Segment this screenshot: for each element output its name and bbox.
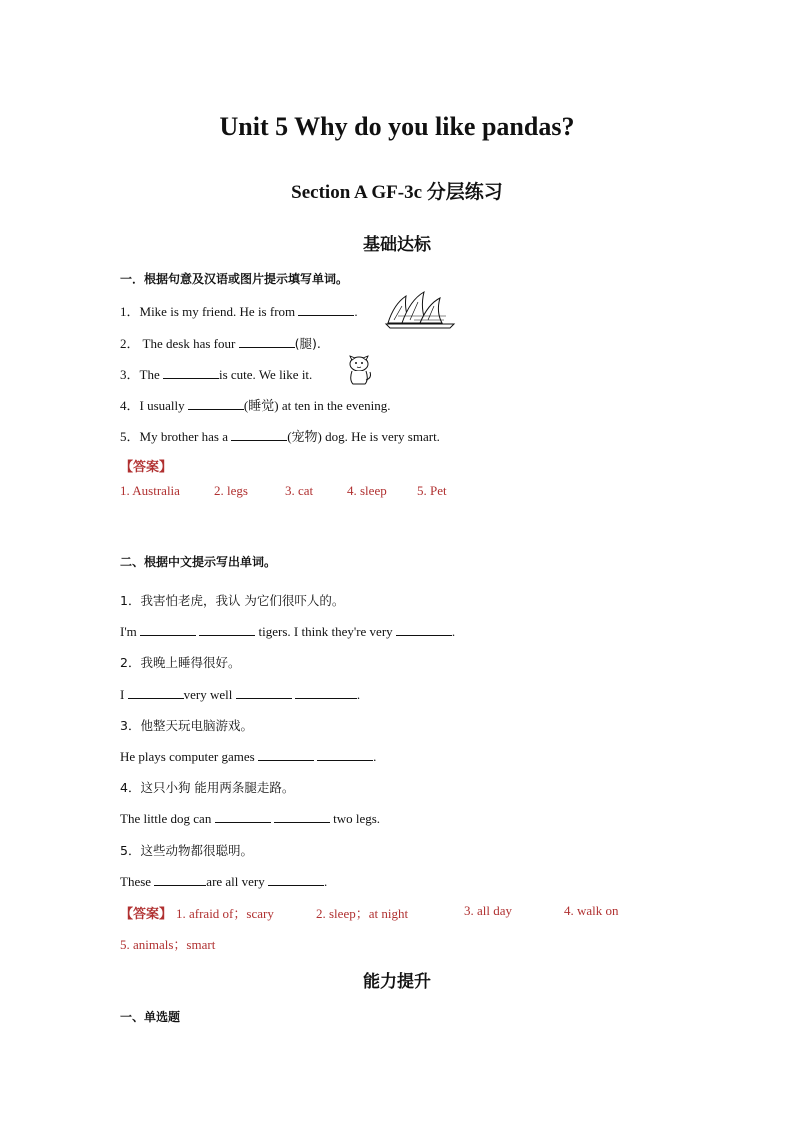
answer-label: 【答案】 xyxy=(120,460,173,475)
section-heading-basic: 基础达标 xyxy=(363,235,431,255)
answer-item: 3. all day xyxy=(464,903,513,918)
question-text: Mike is my friend. He is from xyxy=(139,304,299,319)
answer-blank[interactable] xyxy=(258,747,314,761)
sentence-text: . xyxy=(451,624,456,639)
english-sentence xyxy=(120,622,455,640)
sydney-opera-house-icon xyxy=(384,290,456,330)
english-sentence xyxy=(120,872,327,890)
page-title: Unit 5 Why do you like pandas? xyxy=(219,112,575,141)
answer-label: 【答案】 xyxy=(120,907,173,922)
question-number: 3． xyxy=(120,367,140,382)
sentence-text: The little dog can xyxy=(120,811,215,826)
answer-blank[interactable] xyxy=(154,872,206,886)
answer-item: 1. Australia xyxy=(120,483,180,498)
part1-heading: 一．根据句意及汉语或图片提示填写单词。 xyxy=(120,272,349,286)
chinese-prompt: 4．这只小狗 能用两条腿走路。 xyxy=(120,780,295,795)
question-number: 4． xyxy=(120,398,140,413)
question-text: The xyxy=(139,367,163,382)
chinese-prompt: 2．我晚上睡得很好。 xyxy=(120,655,241,670)
sentence-text: tigers. I think they're very xyxy=(255,624,396,639)
answer-blank[interactable] xyxy=(199,622,255,636)
sentence-text: These xyxy=(120,874,155,889)
question-text: (腿). xyxy=(294,336,321,351)
answer-item: 2. sleep；at night xyxy=(316,906,409,921)
question-text: . xyxy=(354,304,358,319)
part3-heading: 一、单选题 xyxy=(120,1010,181,1024)
page-subtitle: Section A GF-3c 分层练习 xyxy=(291,182,503,203)
answer-blank[interactable] xyxy=(268,872,324,886)
answer-item: 5. Pet xyxy=(417,483,447,498)
answer-blank[interactable] xyxy=(163,365,219,379)
answer-item: 3. cat xyxy=(285,483,314,498)
answer-blank[interactable] xyxy=(236,685,292,699)
question-text: is cute. We like it. xyxy=(218,367,313,382)
english-sentence xyxy=(120,809,380,827)
answer-blank[interactable] xyxy=(298,302,354,316)
answer-blank[interactable] xyxy=(317,747,373,761)
answer-blank[interactable] xyxy=(231,427,287,441)
question-text: (睡觉) at ten in the evening. xyxy=(243,398,391,413)
question-4 xyxy=(120,395,390,414)
question-number: 5． xyxy=(120,429,140,444)
question-number: 1． xyxy=(120,304,140,319)
answer-item: 4. walk on xyxy=(564,903,619,918)
chinese-prompt: 3．他整天玩电脑游戏。 xyxy=(120,718,253,733)
chinese-prompt: 5．这些动物都很聪明。 xyxy=(120,843,253,858)
question-1 xyxy=(120,301,358,320)
answer-blank[interactable] xyxy=(239,334,295,348)
question-text: I usually xyxy=(139,398,188,413)
chinese-prompt: 1．我害怕老虎，我认 为它们很吓人的。 xyxy=(120,593,345,608)
section-heading-advanced: 能力提升 xyxy=(363,972,431,992)
answer-blank[interactable] xyxy=(396,622,452,636)
part2-heading: 二、根据中文提示写出单词。 xyxy=(120,555,277,569)
answer-item: 4. sleep xyxy=(347,483,387,498)
answer-item: 5. animals；smart xyxy=(120,937,216,952)
sentence-text: very well xyxy=(183,687,236,702)
question-3 xyxy=(120,364,312,383)
english-sentence xyxy=(120,747,376,765)
english-sentence xyxy=(120,685,360,703)
question-text: My brother has a xyxy=(139,429,232,444)
answer-blank[interactable] xyxy=(295,685,357,699)
question-2 xyxy=(120,333,321,352)
sentence-text: are all very xyxy=(206,874,269,889)
sentence-text: I'm xyxy=(120,624,141,639)
sentence-text: two legs. xyxy=(329,811,381,826)
sentence-text: He plays computer games xyxy=(120,749,258,764)
question-text: The desk has four xyxy=(139,336,239,351)
question-text: (宠物) dog. He is very smart. xyxy=(287,429,440,444)
answer-blank[interactable] xyxy=(274,809,330,823)
sentence-text: . xyxy=(356,687,361,702)
sentence-text: . xyxy=(324,874,328,889)
answer-blank[interactable] xyxy=(188,396,244,410)
question-5 xyxy=(120,426,440,445)
cat-icon xyxy=(344,350,374,386)
answer-blank[interactable] xyxy=(215,809,271,823)
answer-blank[interactable] xyxy=(140,622,196,636)
answer-item: 2. legs xyxy=(214,483,248,498)
answer-blank[interactable] xyxy=(128,685,184,699)
sentence-text: I xyxy=(120,687,128,702)
sentence-text: . xyxy=(373,749,377,764)
question-number: 2． xyxy=(120,336,140,351)
answer-item: 1. afraid of；scary xyxy=(176,906,274,921)
